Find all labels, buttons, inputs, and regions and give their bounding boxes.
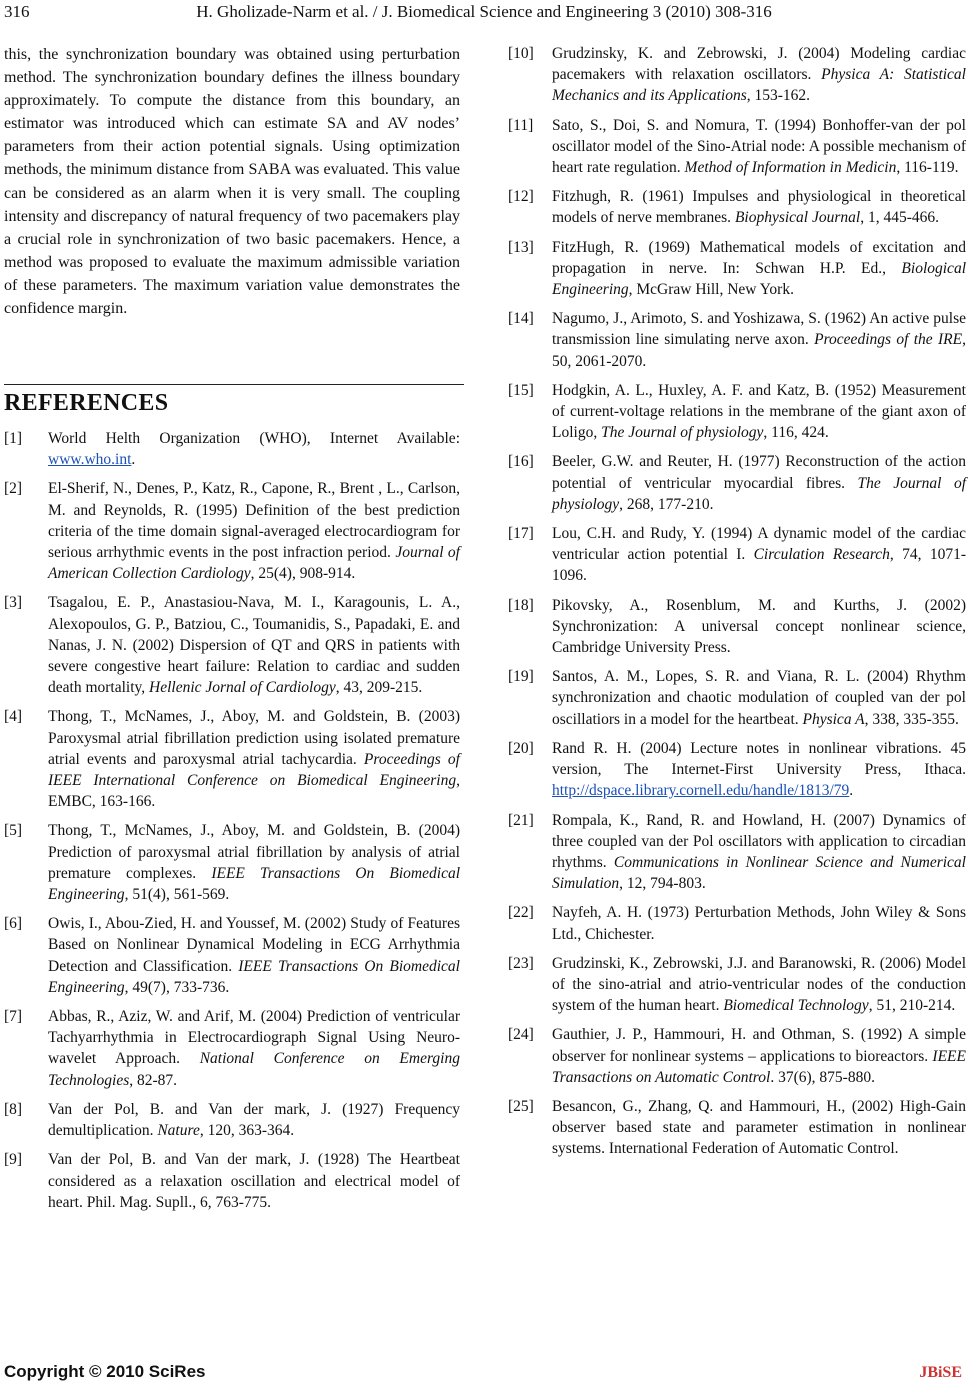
reference-item: [508, 810, 966, 895]
reference-number: [25]: [508, 1097, 534, 1115]
reference-item: [508, 1096, 966, 1160]
copyright-notice: Copyright © 2010 SciRes: [4, 1362, 206, 1381]
reference-number: [17]: [508, 525, 534, 543]
reference-text: Rand R. H. (2004) Lecture notes in nonlinear vibrations. 45 version, The Internet-First University Press, Ithaca. http://dspace.library.cornell.edu/handle/1813/79.: [552, 739, 966, 800]
reference-number: [7]: [4, 1008, 23, 1026]
reference-text: Hodgkin, A. L., Huxley, A. F. and Katz, B. (1952) Measurement of current-voltage relations in the membrane of the giant axon of Loligo, The Journal of physiology, 116, 424.: [552, 381, 966, 442]
reference-number: [21]: [508, 811, 534, 829]
references-heading: REFERENCES: [4, 390, 169, 416]
reference-item: [508, 953, 966, 1017]
reference-source: The Journal of physiology: [552, 474, 966, 513]
reference-item: [4, 592, 460, 698]
reference-source: Biological Engineering: [552, 259, 966, 299]
reference-source: Proceedings of the IRE: [814, 331, 963, 349]
reference-source: Proceedings of IEEE International Conference on Biomedical Engineering: [48, 750, 460, 790]
reference-number: [23]: [508, 954, 534, 972]
reference-number: [15]: [508, 381, 534, 399]
reference-text: Thong, T., McNames, J., Aboy, M. and Goldstein, B. (2004) Prediction of paroxysmal atrial fibrillation by analysis of atrial premature complexes. IEEE Transactions On Biomedical Engineering, 51(4), 561-569.: [48, 822, 461, 904]
reference-source: Biomedical Technology: [723, 997, 869, 1015]
reference-number: [2]: [4, 480, 23, 498]
reference-item: [4, 1149, 460, 1213]
reference-item: [4, 1099, 460, 1141]
reference-item: [508, 1024, 966, 1088]
reference-number: [22]: [508, 904, 534, 922]
reference-text: Grudzinsky, K. and Zebrowski, J. (2004) Modeling cardiac pacemakers with relaxation oscillators. Physica A: Statistical Mechanics and its Applications, 153-162.: [552, 45, 966, 105]
reference-source: Method of Information in Medicin: [684, 159, 897, 177]
reference-link[interactable]: http://dspace.library.cornell.edu/handle/1813/79: [552, 782, 850, 800]
reference-text: Abbas, R., Aziz, W. and Arif, M. (2004) Prediction of ventricular Tachyarrhythmia in Electrocardiograph Signal Using Neuro-wavelet Approach. National Conference on Emerging Technologies, 82-87.: [48, 1008, 460, 1089]
reference-text: Nayfeh, A. H. (1973) Perturbation Methods, John Wiley & Sons Ltd., Chichester.: [552, 904, 966, 943]
reference-item: [4, 428, 460, 470]
reference-source: The Journal of physiology: [601, 424, 764, 442]
reference-source: National Conference on Emerging Technologies: [48, 1050, 460, 1089]
journal-logo: JBiSE: [919, 1364, 962, 1381]
reference-number: [9]: [4, 1151, 23, 1169]
reference-item: [4, 1006, 460, 1091]
reference-text: Beeler, G.W. and Reuter, H. (1977) Reconstruction of the action potential of ventricular myocardial fibres. The Journal of physiology, 268, 177-210.: [552, 453, 966, 513]
reference-number: [4]: [4, 708, 23, 726]
section-divider: [4, 384, 464, 385]
reference-item: [508, 115, 966, 179]
reference-item: [508, 380, 966, 444]
reference-item: [508, 523, 966, 587]
reference-number: [10]: [508, 45, 534, 62]
reference-item: [508, 738, 966, 802]
reference-text: FitzHugh, R. (1969) Mathematical models of excitation and propagation in nerve. In: Schwan H.P. Ed., Biological Engineering, McGraw Hill, New York.: [552, 238, 966, 299]
running-title: H. Gholizade-Narm et al. / J. Biomedical Science and Engineering 3 (2010) 308-316: [196, 2, 772, 21]
reference-source: Nature: [157, 1122, 200, 1140]
reference-number: [14]: [508, 310, 534, 328]
reference-number: [3]: [4, 594, 23, 612]
reference-number: [12]: [508, 188, 534, 206]
reference-item: [508, 43, 966, 107]
reference-item: [508, 308, 966, 372]
body-paragraph: this, the synchronization boundary was obtained using perturbation method. The synchronization boundary defines the illness boundary approximately. To compute the distance from this boundary, an estimator was introduced which can estimate SA and AV nodes’ parameters from their action potential signals. Using optimization methods, the minimum distance from SABA was evaluated. This value can be considered as an alarm when it is very small. The coupling intensity and discrepancy of natural frequency of two pacemakers play a crucial role in synchronization of two basic pacemakers. Hence, a method was proposed to evaluate the maximum admissible variation of these parameters. The maximum variation value demonstrates the confidence margin.: [4, 46, 460, 318]
reference-text: Lou, C.H. and Rudy, Y. (1994) A dynamic model of the cardiac ventricular action potential I. Circulation Research, 74, 1071-1096.: [552, 525, 966, 585]
reference-text: World Helth Organization (WHO), Internet Available: www.who.int.: [48, 430, 460, 469]
reference-source: IEEE Transactions on Automatic Control: [552, 1047, 966, 1086]
reference-text: Grudzinski, K., Zebrowski, J.J. and Baranowski, R. (2006) Model of the sino-atrial and atrio-ventricular nodes of the conduction system of the human heart. Biomedical Technology, 51, 210-214.: [552, 954, 966, 1015]
references-list-right: [508, 43, 966, 1168]
reference-source: Biophysical Journal: [734, 209, 861, 227]
reference-source: Physica A: Statistical Mechanics and its Applications: [552, 66, 966, 105]
reference-number: [24]: [508, 1026, 534, 1044]
reference-source: IEEE Transactions On Biomedical Engineering: [48, 957, 460, 996]
reference-number: [13]: [508, 238, 534, 256]
reference-source: IEEE Transactions On Biomedical Engineering: [48, 864, 461, 904]
reference-number: [8]: [4, 1100, 23, 1118]
reference-source: Hellenic Jornal of Cardiology: [149, 679, 336, 697]
reference-item: [4, 820, 460, 905]
reference-item: [508, 186, 966, 228]
reference-item: [508, 595, 966, 659]
reference-text: Sato, S., Doi, S. and Nomura, T. (1994) Bonhoffer-van der pol oscillator model of the Sino-Atrial node: A possible mechanism of heart rate regulation. Method of Information in Medicin, 116-119.: [552, 116, 966, 177]
references-list-left: [4, 428, 460, 1221]
reference-text: Owis, I., Abou-Zied, H. and Youssef, M. (2002) Study of Features Based on Nonlinear Dynamical Modeling in ECG Arrhythmia Detection and Classification. IEEE Transactions On Biomedical Engineering, 49(7), 733-736.: [48, 915, 460, 996]
reference-number: [5]: [4, 822, 23, 840]
reference-item: [508, 902, 966, 944]
reference-item: [4, 913, 460, 998]
reference-source: Communications in Nonlinear Science and Numerical Simulation: [552, 853, 966, 893]
reference-number: [16]: [508, 453, 534, 471]
reference-source: Circulation Research: [753, 546, 890, 564]
page-header: [0, 0, 968, 26]
reference-text: Pikovsky, A., Rosenblum, M. and Kurths, J. (2002) Synchronization: A universal concept nonlinear science, Cambridge University Press.: [552, 596, 966, 657]
reference-text: Santos, A. M., Lopes, S. R. and Viana, R. L. (2004) Rhythm synchronization and chaotic modulation of coupled van der pol oscillatiors in a model for the heartbeat. Physica A, 338, 335-355.: [552, 668, 966, 728]
reference-source: Journal of American Collection Cardiology: [48, 544, 460, 583]
page-number: 316: [4, 2, 30, 21]
reference-text: Van der Pol, B. and Van der mark, J. (1927) Frequency demultiplication. Nature, 120, 363-364.: [48, 1100, 460, 1140]
reference-number: [18]: [508, 596, 534, 614]
reference-item: [508, 666, 966, 730]
reference-number: [19]: [508, 668, 534, 686]
reference-item: [4, 478, 460, 584]
page-footer: [0, 1358, 968, 1384]
reference-text: Fitzhugh, R. (1961) Impulses and physiological in theoretical models of nerve membranes. Biophysical Journal, 1, 445-466.: [552, 188, 966, 227]
reference-number: [1]: [4, 430, 23, 447]
reference-text: Besancon, G., Zhang, Q. and Hammouri, H., (2002) High-Gain observer based state and parameter estimation in nonlinear systems. International Federation of Automatic Control.: [552, 1097, 966, 1158]
reference-text: Thong, T., McNames, J., Aboy, M. and Goldstein, B. (2003) Paroxysmal atrial fibrillation prediction using isolated premature atrial events and paroxysmal atrial tachycardia. Proceedings of IEEE International Conference on Biomedical Engineering, EMBC, 163-166.: [48, 708, 460, 811]
reference-text: Tsagalou, E. P., Anastasiou-Nava, M. I., Karagounis, L. A., Alexopoulos, G. P., Batziou, C., Toumanidis, S., Papadaki, E. and Nanas, J. N. (2002) Dispersion of QT and QRS in patients with severe congestive heart failure: Relation to cardiac and sudden death mortality, Hellenic Jornal of Cardiology, 43, 209-215.: [48, 594, 460, 697]
conclusion-column: [4, 43, 460, 320]
reference-text: El-Sherif, N., Denes, P., Katz, R., Capone, R., Brent , L., Carlson, M. and Reynolds, R. (1995) Definition of the best prediction criteria of the time domain signal-averaged electrocardiogram for serious arrhythmic events in the post infraction period. Journal of American Collection Cardiology, 25(4), 908-914.: [48, 480, 460, 583]
reference-number: [11]: [508, 116, 534, 134]
reference-number: [6]: [4, 915, 23, 933]
reference-link[interactable]: www.who.int: [48, 451, 132, 469]
reference-source: Physica A: [802, 710, 865, 728]
reference-number: [20]: [508, 739, 534, 757]
reference-text: Nagumo, J., Arimoto, S. and Yoshizawa, S. (1962) An active pulse transmission line simulating nerve axon. Proceedings of the IRE, 50, 2061-2070.: [552, 310, 966, 370]
reference-item: [508, 237, 966, 301]
reference-text: Gauthier, J. P., Hammouri, H. and Othman, S. (1992) A simple observer for nonlinear systems – applications to bioreactors. IEEE Transactions on Automatic Control. 37(6), 875-880.: [552, 1026, 966, 1086]
reference-text: Van der Pol, B. and Van der mark, J. (1928) The Heartbeat considered as a relaxation oscillation and electrical model of heart. Phil. Mag. Supll., 6, 763-775.: [48, 1151, 460, 1211]
reference-text: Rompala, K., Rand, R. and Howland, H. (2007) Dynamics of three coupled van der Pol oscillators with application to circadian rhythms. Communications in Nonlinear Science and Numerical Simulation, 12, 794-803.: [552, 811, 966, 893]
reference-item: [4, 706, 460, 812]
reference-item: [508, 451, 966, 515]
